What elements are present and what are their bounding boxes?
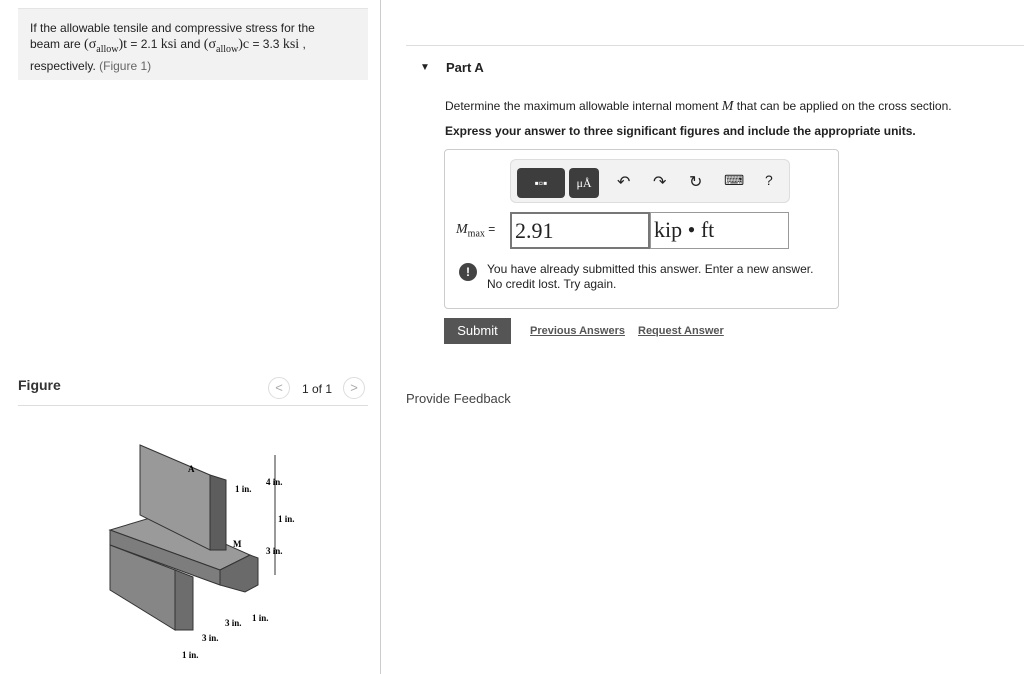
figure-link[interactable]: (Figure 1) bbox=[99, 58, 152, 73]
templates-button[interactable]: ▪▫▪ bbox=[517, 168, 565, 198]
previous-answers-link[interactable]: Previous Answers bbox=[530, 325, 625, 337]
keyboard-icon[interactable]: ⌨ bbox=[724, 172, 745, 188]
t: , bbox=[299, 37, 306, 51]
dim-label: 3 in. bbox=[202, 633, 219, 643]
problem-text bbox=[30, 36, 356, 58]
part-title[interactable]: Part A bbox=[446, 60, 484, 75]
submit-button[interactable]: Submit bbox=[444, 318, 511, 344]
t: beam are bbox=[30, 37, 85, 51]
problem-text: If the allowable tensile and compressive stress for the bbox=[30, 21, 315, 35]
t: = 3.3 bbox=[249, 37, 283, 51]
t: You have already submitted this answer. Enter a new answer. bbox=[487, 262, 814, 276]
sub-t: )t bbox=[118, 37, 128, 52]
dim-label: 1 in. bbox=[252, 613, 269, 623]
t: Determine the maximum allowable internal moment bbox=[445, 99, 722, 113]
unit: ksi bbox=[160, 37, 178, 52]
undo-icon[interactable]: ↶ bbox=[617, 174, 631, 191]
dim-label: 1 in. bbox=[278, 514, 295, 524]
warning-icon: ! bbox=[459, 263, 477, 281]
sub: allow bbox=[96, 43, 119, 55]
request-answer-link[interactable]: Request Answer bbox=[638, 325, 724, 337]
reset-icon[interactable]: ↻ bbox=[689, 174, 703, 191]
provide-feedback-link[interactable]: Provide Feedback bbox=[406, 391, 511, 406]
t: and bbox=[177, 37, 204, 51]
var-M: M bbox=[721, 99, 734, 114]
t: = bbox=[484, 222, 496, 236]
dim-label: 1 in. bbox=[182, 650, 199, 660]
var-M: M bbox=[456, 222, 468, 237]
units-button[interactable]: μÅ bbox=[569, 168, 599, 198]
value-input[interactable]: 2.91 bbox=[510, 212, 650, 249]
dim-label: 3 in. bbox=[225, 618, 242, 628]
top-plank-edge bbox=[210, 475, 226, 550]
t: respectively. bbox=[30, 58, 100, 73]
figure-pager: 1 of 1 bbox=[302, 382, 333, 396]
collapse-triangle-icon[interactable]: ▼ bbox=[420, 62, 430, 73]
sigma: (σ bbox=[84, 37, 97, 52]
t: = 2.1 bbox=[127, 37, 161, 51]
dim-label: 4 in. bbox=[266, 477, 283, 487]
answer-label bbox=[456, 222, 495, 239]
panel-divider[interactable] bbox=[380, 0, 381, 674]
label-A: A bbox=[188, 464, 195, 474]
feedback-message bbox=[487, 262, 813, 292]
question bbox=[445, 99, 952, 115]
sub: max bbox=[467, 228, 485, 240]
prev-figure-button[interactable]: < bbox=[268, 377, 290, 399]
problem-statement bbox=[18, 8, 368, 80]
t: that can be applied on the cross section. bbox=[733, 99, 952, 113]
sub: allow bbox=[216, 43, 239, 55]
divider bbox=[406, 45, 1024, 46]
beam-figure bbox=[100, 430, 300, 670]
math-toolbar bbox=[510, 159, 790, 203]
redo-icon[interactable]: ↷ bbox=[653, 174, 667, 191]
label-M: M bbox=[233, 539, 242, 549]
t: No credit lost. Try again. bbox=[487, 277, 617, 291]
web-left-end bbox=[175, 570, 193, 630]
next-figure-button[interactable]: > bbox=[343, 377, 365, 399]
help-button[interactable]: ? bbox=[765, 172, 773, 188]
sub-c: )c bbox=[238, 37, 250, 52]
unit: ksi bbox=[282, 37, 300, 52]
figure-title: Figure bbox=[18, 377, 61, 393]
units-input[interactable]: kip • ft bbox=[650, 212, 789, 249]
sigma: (σ bbox=[203, 37, 216, 52]
dim-label: 3 in. bbox=[266, 546, 283, 556]
dim-label: 1 in. bbox=[235, 484, 252, 494]
divider bbox=[18, 405, 368, 406]
instruction: Express your answer to three significant figures and include the appropriate units. bbox=[445, 124, 916, 138]
